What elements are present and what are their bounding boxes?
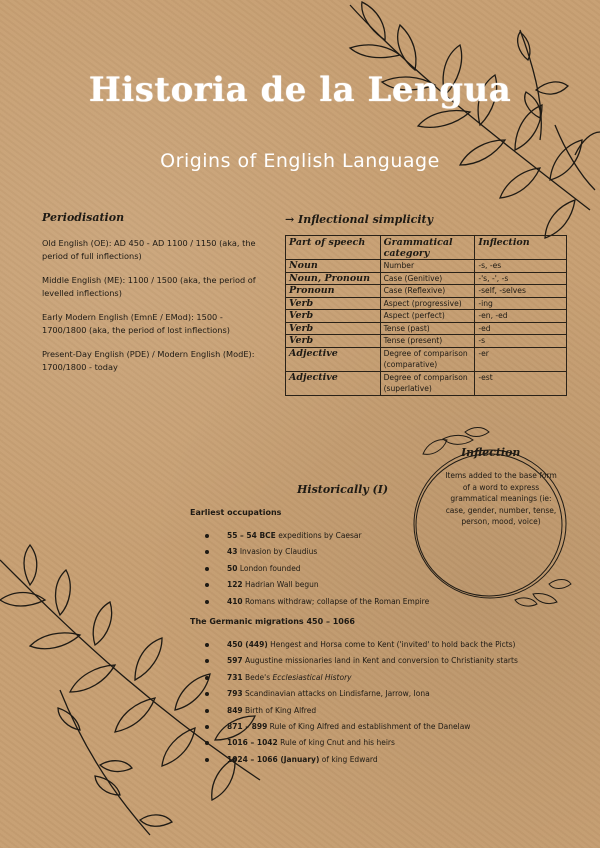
table-row — [286, 347, 567, 371]
page-subtitle: Origins of English Language — [160, 150, 440, 172]
table-cell: -ing — [475, 297, 567, 310]
table-cell: Aspect (progressive) — [380, 297, 475, 310]
germanic-migrations-heading: The Germanic migrations 450 – 1066 — [190, 617, 355, 626]
historically-heading: Historically (I) — [297, 483, 389, 496]
list-item: 597 Augustine missionaries land in Kent and conversion to Christianity starts — [227, 653, 518, 669]
table-cell: Noun — [286, 260, 381, 273]
table-row — [286, 272, 567, 285]
list-item: 871 – 899 Rule of King Alfred and establishment of the Danelaw — [227, 719, 518, 735]
list-item: 1016 – 1042 Rule of king Cnut and his heirs — [227, 735, 518, 751]
table-cell: -en, -ed — [475, 310, 567, 323]
list-item: 122 Hadrian Wall begun — [227, 577, 429, 593]
table-cell: Verb — [286, 310, 381, 323]
list-item: 1024 – 1066 (January) of king Edward — [227, 752, 518, 768]
germanic-migrations-list — [227, 637, 518, 768]
table-row — [286, 260, 567, 273]
list-item: 849 Birth of King Alfred — [227, 703, 518, 719]
table-row — [286, 371, 567, 395]
table-cell: Degree of comparison (superlative) — [380, 371, 475, 395]
table-row — [286, 297, 567, 310]
table-cell: -self, -selves — [475, 285, 567, 298]
header-inflection: Inflection — [475, 236, 567, 260]
periodisation-heading: Periodisation — [42, 211, 125, 224]
inflection-table — [285, 235, 567, 396]
list-item: 793 Scandinavian attacks on Lindisfarne, Jarrow, Iona — [227, 686, 518, 702]
table-row — [286, 335, 567, 348]
table-cell: Verb — [286, 322, 381, 335]
table-cell: Case (Reflexive) — [380, 285, 475, 298]
table-cell: -ed — [475, 322, 567, 335]
table-cell: -s — [475, 335, 567, 348]
list-item: 50 London founded — [227, 561, 429, 577]
periodisation-section — [42, 211, 267, 385]
inflectional-section — [285, 213, 567, 396]
inflectional-heading: → Inflectional simplicity — [285, 213, 434, 226]
table-cell: Number — [380, 260, 475, 273]
table-cell: Verb — [286, 297, 381, 310]
table-cell: -'s, -', -s — [475, 272, 567, 285]
table-cell: Verb — [286, 335, 381, 348]
table-cell: Adjective — [286, 371, 381, 395]
period-old-english: Old English (OE): AD 450 - AD 1100 / 1150 (aka, the period of full inflections) — [42, 238, 256, 261]
earliest-occupations-heading: Earliest occupations — [190, 508, 282, 517]
table-cell: Tense (present) — [380, 335, 475, 348]
list-item: 43 Invasion by Claudius — [227, 544, 429, 560]
period-present-day-english: Present-Day English (PDE) / Modern English (ModE): 1700/1800 - today — [42, 349, 255, 372]
table-row — [286, 285, 567, 298]
header-grammatical-category: Grammatical category — [380, 236, 475, 260]
table-cell: Adjective — [286, 347, 381, 371]
inflection-box-title: Inflection — [461, 446, 521, 459]
table-cell: Noun, Pronoun — [286, 272, 381, 285]
list-item: 450 (449) Hengest and Horsa come to Kent ('invited' to hold back the Picts) — [227, 637, 518, 653]
table-row — [286, 310, 567, 323]
list-item: 410 Romans withdraw; collapse of the Roman Empire — [227, 594, 429, 610]
table-cell: Pronoun — [286, 285, 381, 298]
table-cell: -er — [475, 347, 567, 371]
table-cell: -est — [475, 371, 567, 395]
list-item: 731 Bede's Ecclesiastical History — [227, 670, 518, 686]
table-cell: Degree of comparison (comparative) — [380, 347, 475, 371]
page-title: Historia de la Lengua — [88, 70, 512, 110]
table-cell: Aspect (perfect) — [380, 310, 475, 323]
table-cell: -s, -es — [475, 260, 567, 273]
table-row — [286, 322, 567, 335]
list-item: 55 – 54 BCE expeditions by Caesar — [227, 528, 429, 544]
earliest-occupations-list — [227, 528, 429, 610]
period-early-modern-english: Early Modern English (EmnE / EMod): 1500 - 1700/1800 (aka, the period of lost inflections) — [42, 312, 230, 335]
table-cell: Tense (past) — [380, 322, 475, 335]
inflection-box-text: Items added to the base form of a word to express grammatical meanings (ie: case, gender, number, tense, person, mood, voice) — [445, 471, 557, 527]
header-part-of-speech: Part of speech — [286, 236, 381, 260]
table-header-row — [286, 236, 567, 260]
period-middle-english: Middle English (ME): 1100 / 1500 (aka, the period of levelled inflections) — [42, 275, 256, 298]
table-cell: Case (Genitive) — [380, 272, 475, 285]
